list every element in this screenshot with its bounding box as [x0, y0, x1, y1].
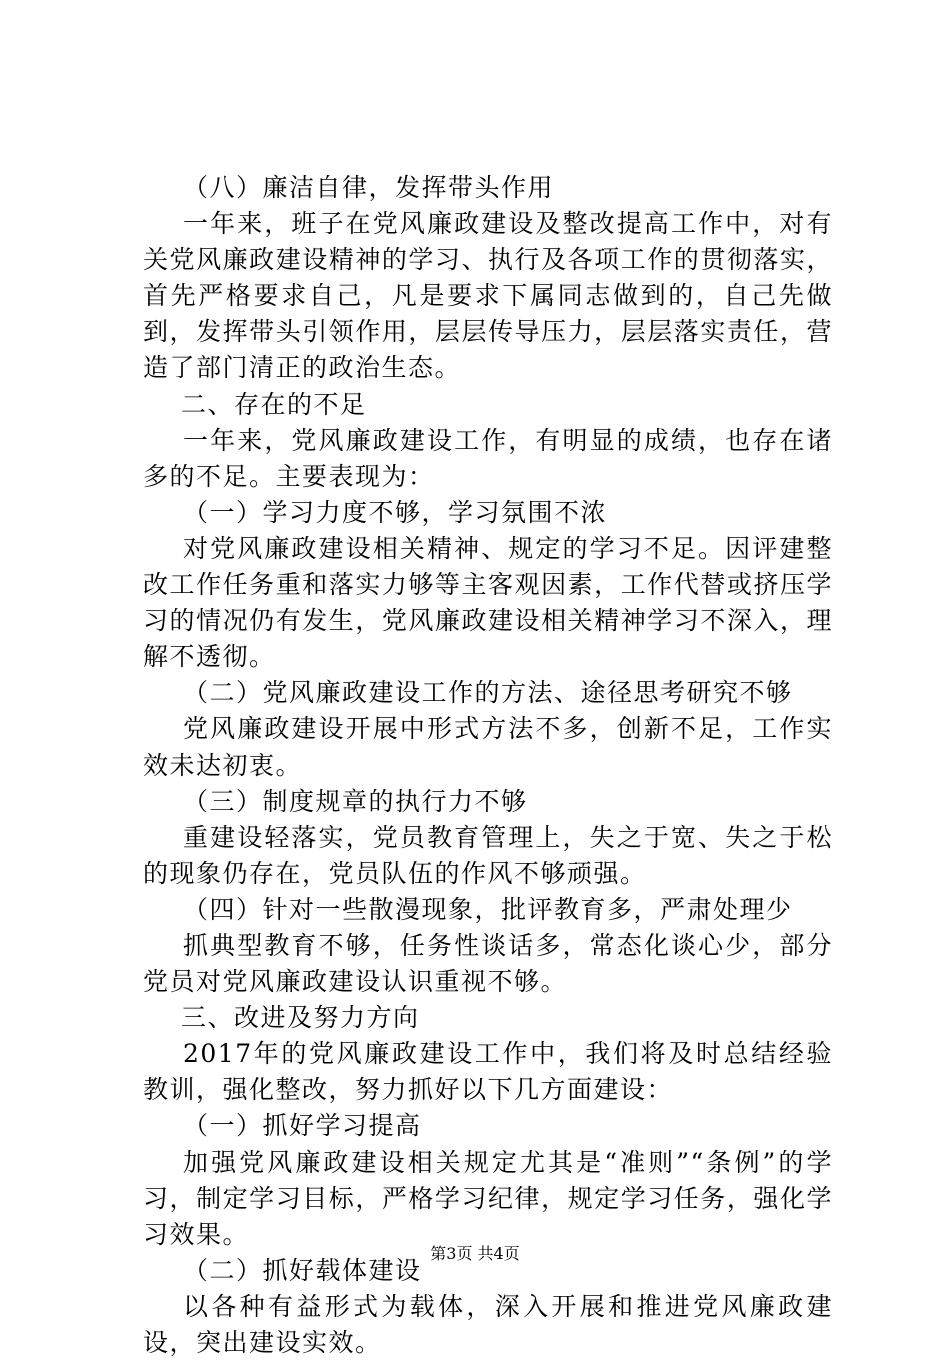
section-subheading: （三）制度规章的执行力不够: [183, 786, 528, 816]
section-heading: 二、存在的不足: [181, 389, 367, 419]
body-paragraph: 对党风廉政建设相关精神、规定的学习不足。因评建整改工作任务重和落实力够等主客观因素，工作代替或挤压学习的情况仍有发生，党风廉政建设相关精神学习不深入，理解不透彻。: [143, 533, 833, 672]
body-paragraph: 加强党风廉政建设相关规定尤其是“准则”“条例”的学习，制定学习目标，严格学习纪律，规定学习任务，强化学习效果。: [143, 1147, 833, 1249]
body-paragraph: 一年来，班子在党风廉政建设及整改提高工作中，对有关党风廉政建设精神的学习、执行及各项工作的贯彻落实，首先严格要求自己，凡是要求下属同志做到的，自己先做到，发挥带头引领作用，层层传导压力，层层落实责任，营造了部门清正的政治生态。: [143, 209, 833, 383]
page-number-footer: 第3页 共4页: [430, 1244, 520, 1263]
body-paragraph: 2017年的党风廉政建设工作中，我们将及时总结经验教训，强化整改，努力抓好以下几方面建设：: [143, 1039, 833, 1105]
section-subheading: （二）抓好载体建设: [183, 1255, 422, 1285]
section-heading: 三、改进及努力方向: [181, 1003, 420, 1033]
section-subheading: （一）抓好学习提高: [183, 1111, 422, 1141]
body-paragraph: 一年来，党风廉政建设工作，有明显的成绩，也存在诸多的不足。主要表现为：: [143, 425, 833, 491]
section-subheading: （八）廉洁自律，发挥带头作用: [183, 173, 555, 202]
section-subheading: （一）学习力度不够，学习氛围不浓: [183, 497, 608, 527]
section-subheading: （二）党风廉政建设工作的方法、途径思考研究不够: [183, 678, 793, 708]
body-paragraph: 以各种有益形式为载体，深入开展和推进党风廉政建设，突出建设实效。: [143, 1291, 833, 1357]
body-paragraph: 抓典型教育不够，任务性谈话多，常态化谈心少，部分党员对党风廉政建设认识重视不够。: [143, 930, 833, 997]
document-body: [143, 170, 833, 1361]
section-subheading: （四）针对一些散漫现象，批评教育多，严肃处理少: [183, 894, 793, 924]
body-paragraph: 党风廉政建设开展中形式方法不多，创新不足，工作实效未达初衷。: [143, 714, 833, 780]
body-paragraph: 重建设轻落实，党员教育管理上，失之于宽、失之于松的现象仍存在，党员队伍的作风不够顽强。: [143, 822, 833, 888]
